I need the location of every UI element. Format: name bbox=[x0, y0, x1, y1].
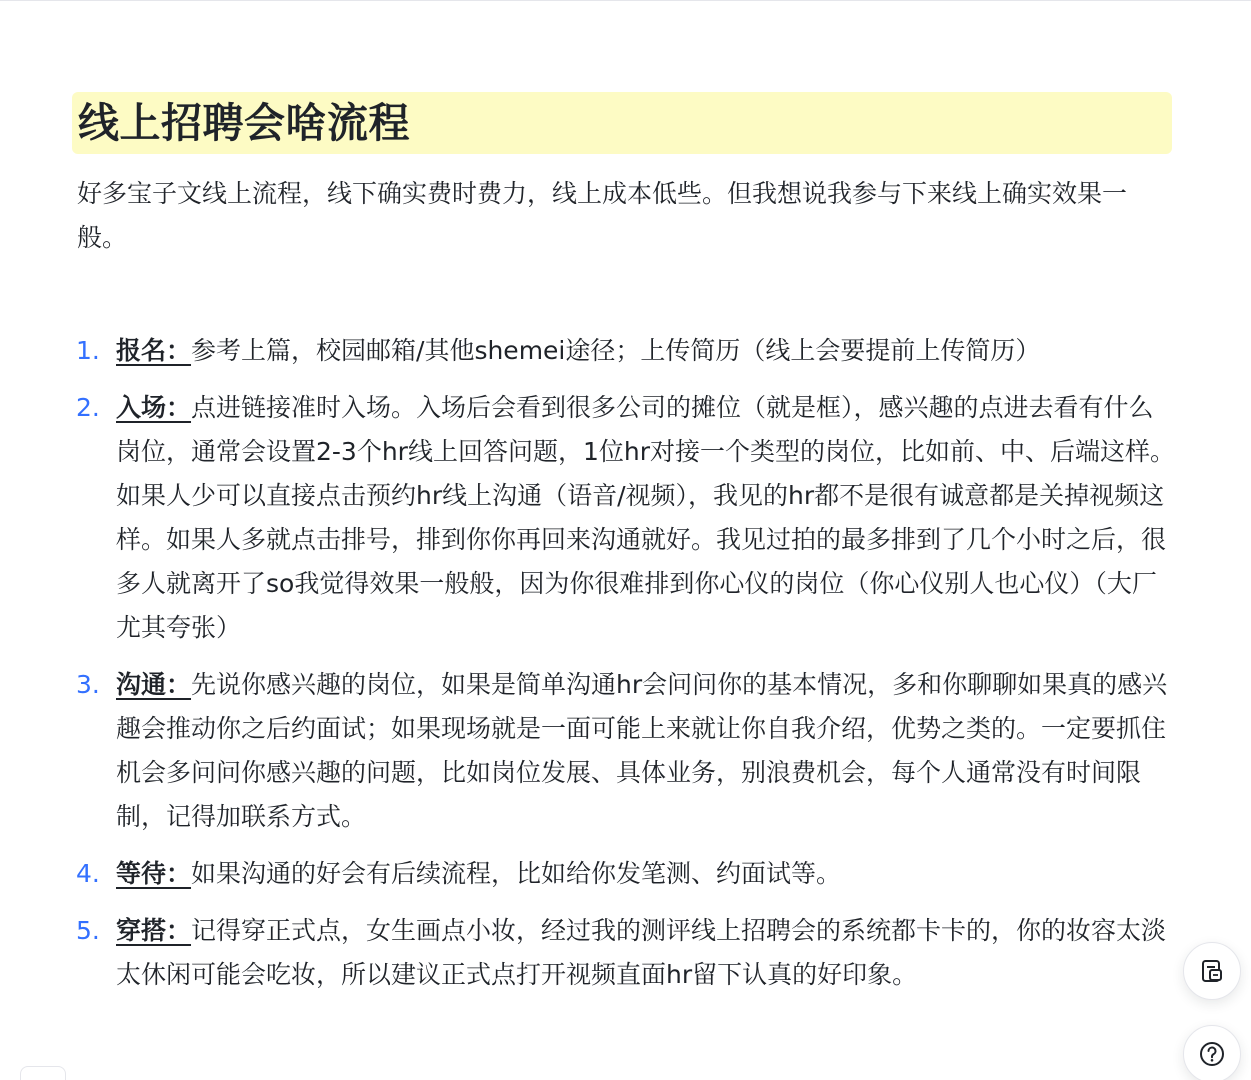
list-number: 3. bbox=[76, 670, 100, 699]
list-item bbox=[76, 329, 1176, 373]
title-highlight-block bbox=[72, 92, 1172, 154]
steps-list bbox=[76, 329, 1176, 1010]
outline-icon bbox=[1199, 958, 1225, 984]
list-number: 2. bbox=[76, 393, 100, 422]
step-text: 先说你感兴趣的岗位，如果是简单沟通hr会问问你的基本情况，多和你聊聊如果真的感兴趣会推动你之后约面试；如果现场就是一面可能上来就让你自我介绍，优势之类的。一定要抓住机会多问问你感兴趣的问题，比如岗位发展、具体业务，别浪费机会，每个人通常没有时间限制，记得加联系方式。 bbox=[116, 670, 1168, 831]
step-label: 入场： bbox=[116, 393, 192, 422]
page-title: 线上招聘会啥流程 bbox=[78, 99, 410, 147]
outline-button[interactable] bbox=[1183, 942, 1241, 1000]
step-label: 等待： bbox=[116, 859, 192, 888]
list-item bbox=[76, 852, 1176, 896]
intro-paragraph: 好多宝子文线上流程，线下确实费时费力，线上成本低些。但我想说我参与下来线上确实效果一般。 bbox=[77, 179, 1128, 252]
top-divider bbox=[0, 0, 1251, 1]
step-text: 如果沟通的好会有后续流程，比如给你发笔测、约面试等。 bbox=[191, 859, 842, 888]
help-icon bbox=[1198, 1040, 1226, 1068]
step-label: 沟通： bbox=[116, 670, 192, 699]
step-label: 报名： bbox=[116, 336, 192, 365]
list-item bbox=[76, 386, 1176, 650]
help-button[interactable] bbox=[1183, 1025, 1241, 1080]
list-number: 1. bbox=[76, 336, 100, 365]
step-text: 参考上篇，校园邮箱/其他shemei途径；上传简历（线上会要提前上传简历） bbox=[191, 336, 1041, 365]
step-label: 穿搭： bbox=[116, 916, 192, 945]
list-item bbox=[76, 663, 1176, 839]
step-text: 记得穿正式点，女生画点小妆，经过我的测评线上招聘会的系统都卡卡的，你的妆容太淡太休闲可能会吃妆，所以建议正式点打开视频直面hr留下认真的好印象。 bbox=[116, 916, 1167, 989]
list-number: 5. bbox=[76, 916, 100, 945]
step-text: 点进链接准时入场。入场后会看到很多公司的摊位（就是框），感兴趣的点进去看有什么岗位，通常会设置2-3个hr线上回答问题，1位hr对接一个类型的岗位，比如前、中、后端这样。如果人少可以直接点击预约hr线上沟通（语音/视频），我见的hr都不是很有诚意都是关掉视频这样。如果人多就点击排号，排到你你再回来沟通就好。我见过拍的最多排到了几个小时之后，很多人就离开了so我觉得效果一般般，因为你很难排到你心仪的岗位（你心仪别人也心仪）（大厂尤其夸张） bbox=[116, 393, 1175, 642]
bottom-corner-tab[interactable] bbox=[20, 1066, 66, 1080]
list-item bbox=[76, 909, 1176, 997]
list-number: 4. bbox=[76, 859, 100, 888]
